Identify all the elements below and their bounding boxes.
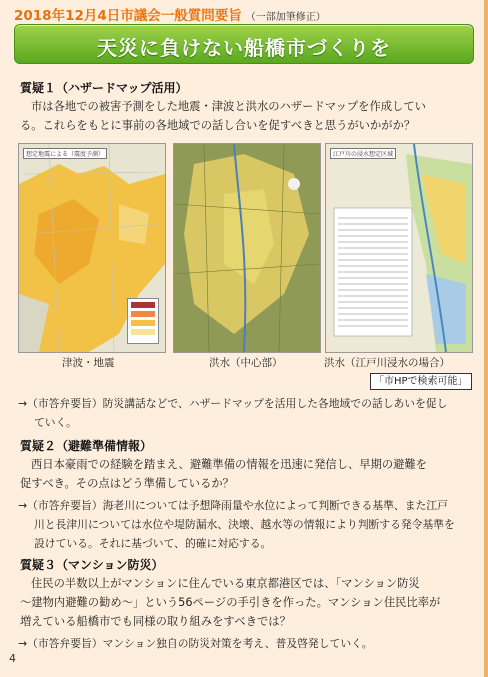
q2-answer-line: →（市答弁要旨）海老川については予想降雨量や水位によって判断できる基準、また江戸 xyxy=(18,499,448,512)
q3-line: ～建物内避難の勧め～」という56ページの手引きを作った。マンション住民比率が xyxy=(20,596,441,609)
hazard-map-images xyxy=(18,143,474,353)
q2-line: 西日本豪雨での経験を踏まえ、避難準備の情報を迅速に発信し、早期の避難を xyxy=(31,458,428,471)
caption-tsunami-earthquake: 津波・地震 xyxy=(62,357,115,369)
q1-heading: 質疑１（ハザードマップ活用） xyxy=(20,81,188,95)
q1-line: る。これらをもとに事前の各地域での話し合いを促すべきと思うがいかがか？ xyxy=(20,119,416,132)
q3-heading: 質疑３（マンション防災） xyxy=(20,558,164,572)
q1-answer-line: →（市答弁要旨）防災講話などで、ハザードマップを活用した各地域での話しあいを促し xyxy=(18,397,448,410)
q1-answer xyxy=(18,394,488,432)
caption-flood-edogawa: 洪水（江戸川浸水の場合） xyxy=(324,357,450,369)
source-note: 「市HPで検索可能」 xyxy=(370,373,472,390)
page-edge xyxy=(484,0,488,677)
q2-body xyxy=(20,455,472,493)
flood-central-map xyxy=(173,143,321,353)
q2-answer-line: 川と長津川については水位や堤防漏水、決壊、越水等の情報により判断する発令基準を xyxy=(34,518,455,531)
page-number: 4 xyxy=(9,652,16,665)
q2-line: 促すべき。その点はどう準備しているか？ xyxy=(20,477,234,490)
header-note: （一部加筆修正） xyxy=(245,12,326,23)
title-banner xyxy=(14,24,474,64)
map1-label: 想定地震による（震度予測） xyxy=(23,148,107,159)
q1-answer-line: ていく。 xyxy=(34,416,77,429)
q2-answer-line: 設けている。それに基づいて、的確に対応する。 xyxy=(34,537,272,550)
map-captions xyxy=(18,355,474,373)
map1-legend xyxy=(127,298,159,344)
q3-answer xyxy=(18,634,488,653)
q3-body xyxy=(20,574,472,631)
caption-flood-central: 洪水（中心部） xyxy=(209,357,283,369)
q3-answer-line: →（市答弁要旨）マンション独自の防災対策を考え、普及啓発していく。 xyxy=(18,637,373,650)
banner-title: 天災に負けない船橋市づくりを xyxy=(97,36,391,60)
q3-line: 増えている船橋市でも同様の取り組みをすべきでは？ xyxy=(20,615,291,628)
map3-label: 江戸川の浸水想定区域 xyxy=(330,148,396,159)
document-header xyxy=(14,4,474,24)
header-title: 2018年12月4日市議会一般質問要旨 xyxy=(14,8,242,24)
q3-line: 住民の半数以上がマンションに住んでいる東京都港区では、「マンション防災 xyxy=(31,577,420,590)
q2-answer xyxy=(18,496,488,553)
q1-body xyxy=(20,97,472,135)
tsunami-earthquake-map xyxy=(18,143,166,353)
q1-line: 市は各地での被害予測をした地震・津波と洪水のハザードマップを作成してい xyxy=(31,100,426,113)
q2-heading: 質疑２（避難準備情報） xyxy=(20,439,153,453)
flood-edogawa-map xyxy=(325,143,473,353)
